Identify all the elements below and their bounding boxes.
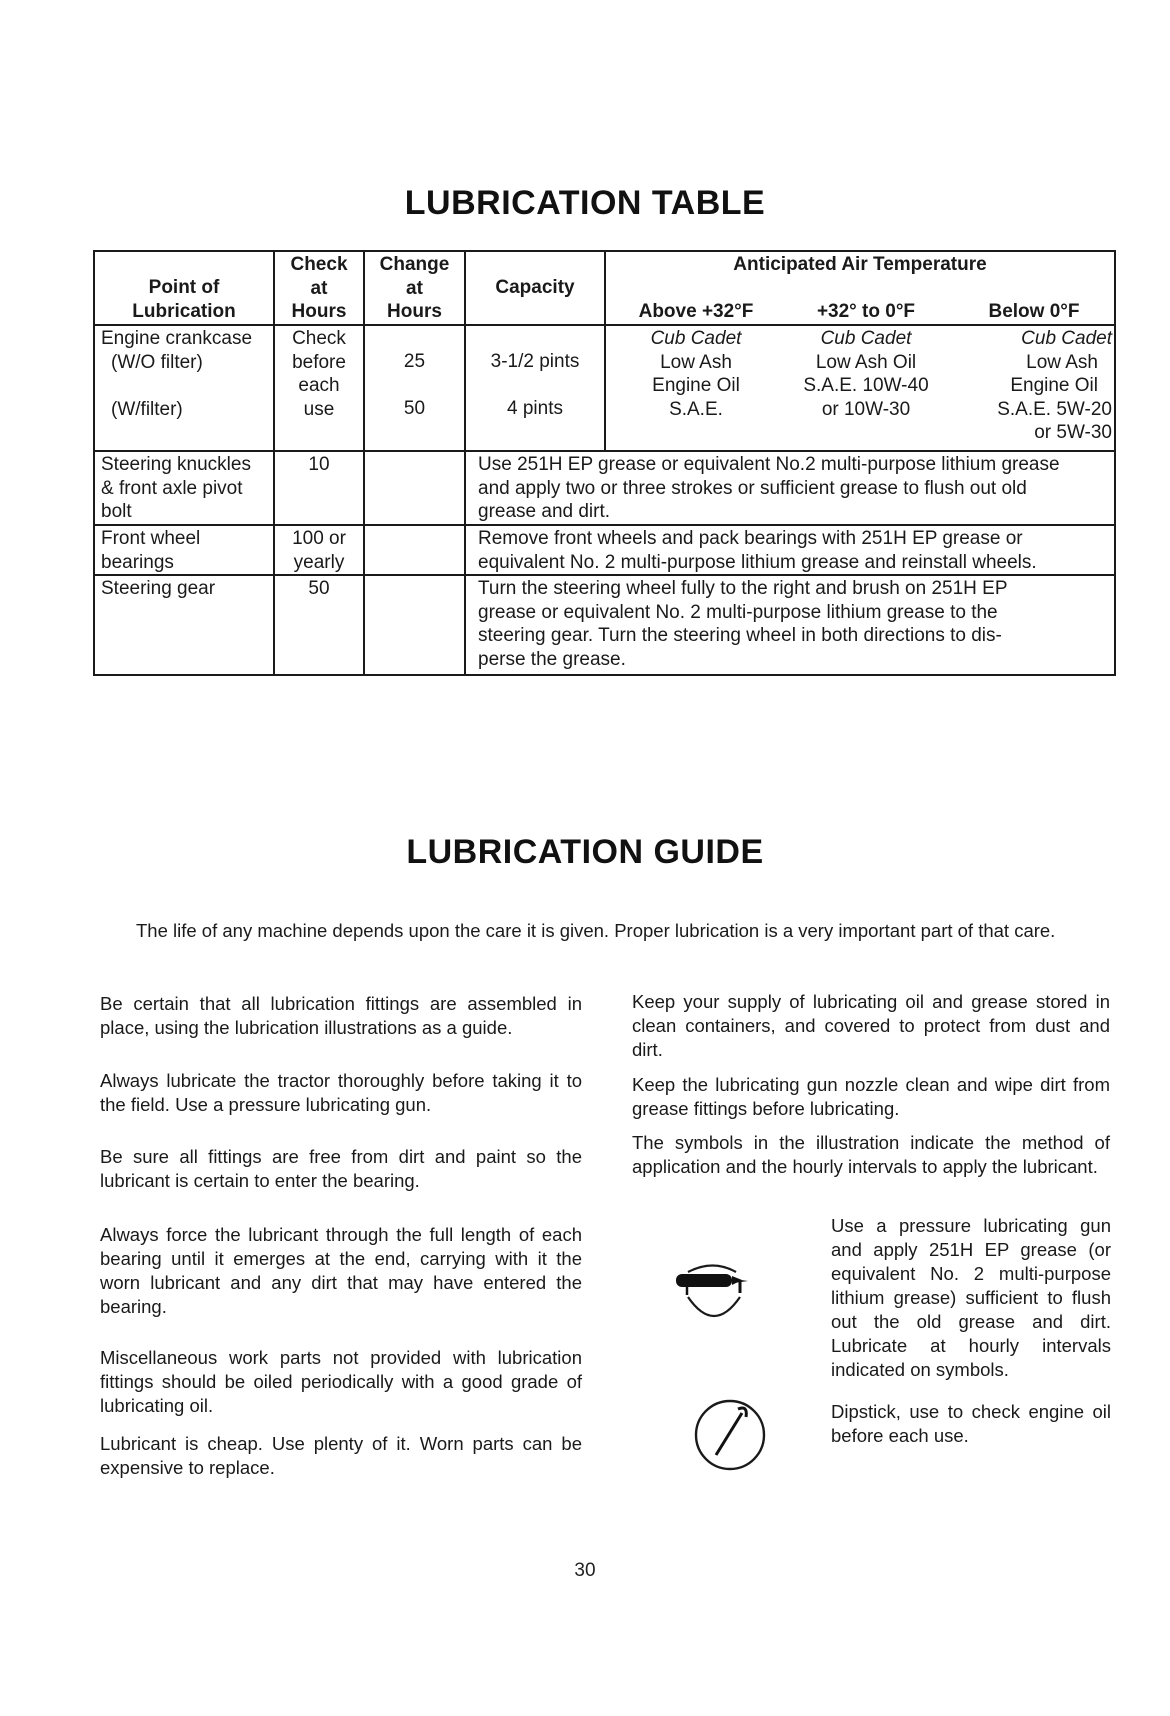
guide-left-para-2: Always lubricate the tractor thoroughly before taking it to the field. Use a pressure lubricating gun.	[100, 1070, 582, 1115]
row-engine-temp-mid: Cub Cadet Low Ash Oil S.A.E. 10W-40 or 10W-30	[803, 328, 929, 420]
dipstick-icon	[690, 1395, 770, 1475]
guide-left-para-3: Be sure all fittings are free from dirt and paint so the lubricant is certain to enter the bearing.	[100, 1146, 582, 1191]
row-gear-point: Steering gear	[101, 578, 216, 599]
guide-right-para-2: Keep the lubricating gun nozzle clean and wipe dirt from grease fittings before lubricating.	[632, 1074, 1110, 1119]
row-knuckles-check: 10	[308, 454, 330, 475]
guide-right-para-3: The symbols in the illustration indicate the method of application and the hourly intervals to apply the lubricant.	[632, 1132, 1110, 1177]
row-divider	[93, 524, 1116, 526]
guide-left-para-5: Miscellaneous work parts not provided with lubrication fittings should be oiled periodically with a good grade of lubricating oil.	[100, 1347, 582, 1416]
row-bearings-note: Remove front wheels and pack bearings with 251H EP grease or equivalent No. 2 multi-purpose lithium grease and reinstall wheels.	[478, 528, 1037, 573]
grease-gun-icon	[668, 1255, 768, 1335]
header-capacity: Capacity	[495, 277, 575, 298]
row-gear-check: 50	[308, 578, 330, 599]
row-engine-change-wo: 25	[403, 351, 426, 372]
header-temp-above: Above +32°F	[638, 301, 754, 322]
page-number: 30	[574, 1560, 596, 1581]
header-temperature: Anticipated Air Temperature	[733, 254, 987, 275]
guide-title: LUBRICATION GUIDE	[406, 833, 764, 871]
guide-left-para-1: Be certain that all lubrication fittings are assembled in place, using the lubrication illustrations as a guide.	[100, 993, 582, 1038]
table-border-bottom	[93, 674, 1116, 676]
row-bearings-point: Front wheel bearings	[101, 528, 201, 573]
row-knuckles-point: Steering knuckles & front axle pivot bolt	[101, 454, 251, 522]
row-knuckles-note: Use 251H EP grease or equivalent No.2 multi-purpose lithium grease and apply two or three strokes or sufficient grease to flush out old grease and dirt.	[478, 454, 1060, 522]
lubrication-table	[93, 250, 1116, 676]
header-temp-below: Below 0°F	[988, 301, 1080, 322]
row-bearings-check: 100 or yearly	[292, 528, 346, 573]
dipstick-description: Dipstick, use to check engine oil before each use.	[831, 1401, 1111, 1446]
guide-left-para-6: Lubricant is cheap. Use plenty of it. Worn parts can be expensive to replace.	[100, 1433, 582, 1478]
guide-right-para-1: Keep your supply of lubricating oil and grease stored in clean containers, and covered to protect from dust and dirt.	[632, 991, 1110, 1060]
col-divider	[604, 250, 606, 452]
header-change: Change at Hours	[379, 254, 450, 322]
row-engine-point: Engine crankcase (W/O filter) (W/filter)	[101, 328, 253, 420]
row-engine-temp-below: Cub Cadet Low Ash Engine Oil S.A.E. 5W-20 or 5W-30	[997, 328, 1112, 443]
row-engine-capacity-wo: 3-1/2 pints	[490, 351, 580, 372]
header-check: Check at Hours	[290, 254, 348, 322]
header-temp-mid: +32° to 0°F	[816, 301, 916, 322]
row-engine-capacity-w: 4 pints	[507, 398, 563, 419]
table-title: LUBRICATION TABLE	[404, 184, 766, 222]
header-point: Point of Lubrication	[132, 277, 236, 322]
guide-left-para-4: Always force the lubricant through the full length of each bearing until it emerges at the end, carrying with it the worn lubricant and any dirt that may have entered the bearing.	[100, 1224, 582, 1317]
row-divider	[93, 574, 1116, 576]
col-divider	[464, 250, 466, 676]
grease-gun-description: Use a pressure lubricating gun and apply 251H EP grease (or equivalent No. 2 multi-purpose lithium grease) sufficient to flush out the old grease and dirt. Lubricate at hourly intervals indicated on symbols.	[831, 1215, 1111, 1380]
row-divider	[93, 324, 1116, 326]
row-engine-change-w: 50	[403, 398, 426, 419]
row-divider	[93, 450, 1116, 452]
row-engine-check: Check before each use	[292, 328, 346, 420]
row-engine-temp-above: Cub Cadet Low Ash Engine Oil S.A.E.	[650, 328, 742, 420]
row-gear-note: Turn the steering wheel fully to the right and brush on 251H EP grease or equivalent No. 2 multi-purpose lithium grease to the steering gear. Turn the steering wheel in both directions to dis- perse the grease.	[478, 578, 1008, 670]
guide-intro: The life of any machine depends upon the care it is given. Proper lubrication is a very important part of that care.	[136, 920, 1056, 941]
